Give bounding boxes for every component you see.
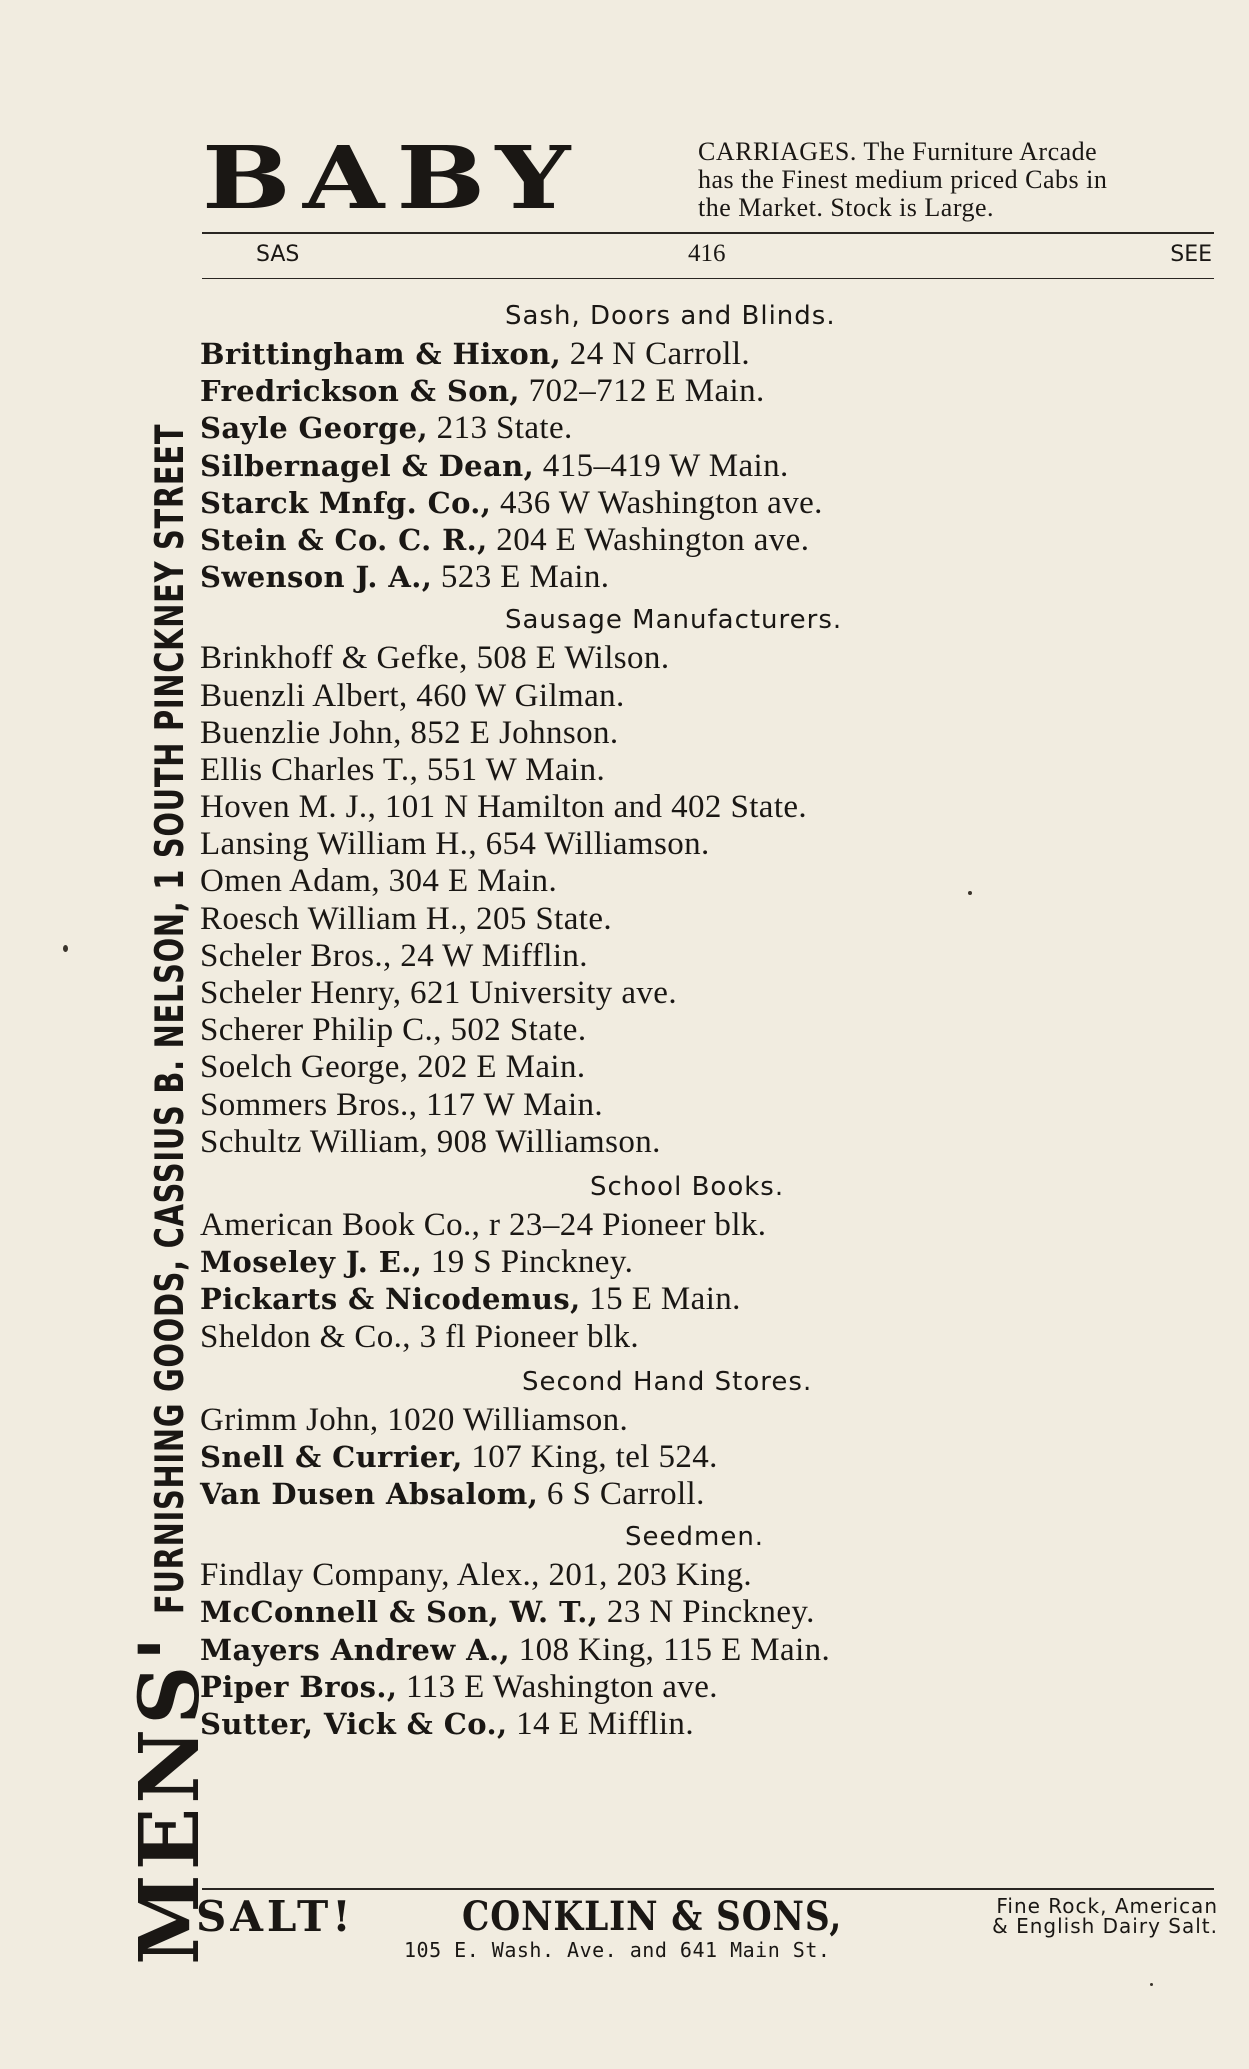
directory-entry <box>200 1402 1220 1439</box>
directory-entry <box>200 1207 1220 1244</box>
directory-section <box>200 296 1220 596</box>
section-heading: Sausage Manufacturers. <box>505 605 843 636</box>
business-address: 117 W Main. <box>417 1086 604 1123</box>
ink-speck <box>63 945 68 952</box>
business-address: 6 S Carroll. <box>538 1476 705 1513</box>
business-name: Ellis Charles T., <box>200 751 419 788</box>
business-name: Hoven M. J., <box>200 789 377 826</box>
directory-entry <box>200 448 1220 485</box>
ink-speck <box>968 891 972 895</box>
business-address: 101 N Hamilton and 402 State. <box>376 789 808 826</box>
directory-entry <box>200 901 1220 938</box>
business-address: 213 State. <box>428 410 573 447</box>
business-name: Buenzlie John, <box>200 714 402 751</box>
business-address: 304 E Main. <box>379 863 558 900</box>
business-address: 460 W Gilman. <box>407 677 625 714</box>
business-name: Lansing William H., <box>200 826 477 863</box>
directory-section <box>200 1167 1220 1356</box>
directory-entry <box>200 1281 1220 1318</box>
directory-entry <box>200 1049 1220 1086</box>
directory-entry <box>200 938 1220 975</box>
business-address: 508 E Wilson. <box>467 640 670 677</box>
directory-entry <box>200 975 1220 1012</box>
business-address: 204 E Washington ave. <box>487 521 810 558</box>
directory-entry <box>200 1319 1220 1356</box>
business-address: 24 W Mifflin. <box>391 937 588 974</box>
directory-entry <box>200 1669 1220 1706</box>
business-address: 551 W Main. <box>418 751 606 788</box>
business-address: 15 E Main. <box>580 1281 741 1318</box>
directory-entry <box>200 522 1220 559</box>
side-advertisement <box>122 125 218 1965</box>
business-address: 908 Williamson. <box>428 1123 661 1160</box>
business-address: 205 State. <box>467 900 613 937</box>
salt-type-line: Fine Rock, American <box>996 1894 1218 1918</box>
business-name: Roesch William H., <box>200 900 468 937</box>
business-address: 14 E Mifflin. <box>507 1706 694 1742</box>
business-name: Mayers Andrew A., <box>200 1632 511 1667</box>
business-address: 436 W Washington ave. <box>491 484 823 521</box>
business-address: 702–712 E Main. <box>519 373 765 410</box>
business-address: 654 Williamson. <box>476 826 710 863</box>
directory-entry <box>200 485 1220 522</box>
directory-entry <box>200 1632 1220 1669</box>
business-address: 415–419 W Main. <box>534 447 789 484</box>
business-name: Brittingham & Hixon, <box>200 337 562 371</box>
side-ad-big-word: MENS' <box>122 1632 218 1965</box>
page-number: 416 <box>688 240 726 267</box>
business-address: 502 State. <box>441 1012 587 1049</box>
business-address: 113 E Washington ave. <box>397 1668 718 1705</box>
business-name: American Book Co., <box>200 1206 481 1243</box>
salt-type-line: & English Dairy Salt. <box>992 1914 1218 1938</box>
directory-entry <box>200 1244 1220 1281</box>
directory-entry <box>200 336 1220 373</box>
directory-entry <box>200 640 1220 677</box>
directory-entry <box>200 1706 1220 1743</box>
directory-entry <box>200 559 1220 596</box>
baby-ad-line: the Market. Stock is Large. <box>698 193 995 222</box>
directory-entry <box>200 863 1220 900</box>
business-address: 202 E Main. <box>408 1049 586 1086</box>
business-name: Swenson J. A., <box>200 560 433 595</box>
business-address: 3 fl Pioneer blk. <box>410 1318 640 1355</box>
section-heading: Seedmen. <box>625 1522 765 1553</box>
section-heading: Second Hand Stores. <box>522 1366 813 1397</box>
directory-entry <box>200 1476 1220 1513</box>
side-ad-text: FURNISHING GOODS, CASSIUS B. NELSON, 1 SOUTH PINCKNEY STREET <box>147 424 193 1615</box>
advertiser-name: CONKLIN & SONS, <box>462 1893 843 1940</box>
business-name: Scherer Philip C., <box>200 1012 442 1049</box>
business-address: 108 King, 115 E Main. <box>510 1631 831 1668</box>
business-name: McConnell & Son, W. T., <box>200 1595 599 1630</box>
business-address: 201, 203 King. <box>539 1557 753 1594</box>
header-rule <box>202 232 1214 234</box>
directory-entry <box>200 1557 1220 1594</box>
business-name: Stein & Co. C. R., <box>200 522 488 557</box>
business-name: Grimm John, <box>200 1401 379 1438</box>
salt-word: SALT! <box>196 1892 355 1941</box>
business-name: Fredrickson & Son, <box>200 374 520 409</box>
section-heading: School Books. <box>590 1171 785 1202</box>
business-address: 523 E Main. <box>432 559 610 596</box>
business-address: 107 King, tel 524. <box>462 1438 718 1475</box>
business-name: Brinkhoff & Gefke, <box>200 640 468 677</box>
business-address: 23 N Pinckney. <box>598 1594 815 1631</box>
running-head-left: SAS <box>256 242 300 267</box>
business-name: Sommers Bros., <box>200 1086 418 1123</box>
directory-section <box>200 1362 1220 1514</box>
directory-entry <box>200 1594 1220 1631</box>
directory-entry <box>200 410 1220 447</box>
business-name: Snell & Currier, <box>200 1439 463 1474</box>
directory-entry <box>200 826 1220 863</box>
business-address: 19 S Pinckney. <box>422 1244 634 1281</box>
running-head <box>202 236 1214 274</box>
business-name: Omen Adam, <box>200 863 380 900</box>
header-advertisement <box>202 128 1214 229</box>
directory-entry <box>200 1439 1220 1476</box>
business-name: Schultz William, <box>200 1123 429 1160</box>
running-head-rule <box>202 278 1214 279</box>
baby-display-word: BABY <box>202 128 583 229</box>
directory-entry <box>200 1012 1220 1049</box>
business-name: Sutter, Vick & Co., <box>200 1707 508 1741</box>
business-name: Moseley J. E., <box>200 1245 423 1280</box>
business-name: Sayle George, <box>200 411 429 446</box>
ink-speck <box>1150 1983 1153 1986</box>
baby-ad-line: CARRIAGES. The Furniture Arcade <box>698 137 1098 166</box>
directory-entry <box>200 1124 1220 1161</box>
footer-rule <box>202 1888 1214 1890</box>
advertiser-address: 105 E. Wash. Ave. and 641 Main St. <box>404 1938 831 1962</box>
directory-entry <box>200 678 1220 715</box>
listing-content <box>200 296 1220 1743</box>
business-address: 852 E Johnson. <box>401 714 619 751</box>
baby-ad-line: has the Finest medium priced Cabs in <box>698 165 1108 194</box>
directory-entry <box>200 752 1220 789</box>
business-address: 621 University ave. <box>401 975 677 1011</box>
business-name: Soelch George, <box>200 1049 409 1086</box>
business-name: Starck Mnfg. Co., <box>200 485 492 520</box>
business-name: Van Dusen Absalom, <box>200 1477 539 1512</box>
business-address: 24 N Carroll. <box>561 336 751 372</box>
directory-entry <box>200 789 1220 826</box>
directory-entry <box>200 1087 1220 1124</box>
directory-entry <box>200 373 1220 410</box>
baby-ad-description <box>698 138 1223 222</box>
business-address: 1020 Williamson. <box>378 1401 629 1438</box>
salt-types <box>882 1896 1218 1936</box>
business-address: r 23–24 Pioneer blk. <box>480 1206 767 1243</box>
business-name: Scheler Bros., <box>200 937 392 974</box>
business-name: Buenzli Albert, <box>200 677 408 714</box>
business-name: Findlay Company, Alex., <box>200 1557 540 1594</box>
section-heading: Sash, Doors and Blinds. <box>505 301 836 331</box>
directory-section <box>200 1517 1220 1743</box>
directory-entry <box>200 715 1220 752</box>
footer-advertisement <box>196 1892 1216 1962</box>
business-name: Piper Bros., <box>200 1669 398 1704</box>
running-head-right: SEE <box>1170 242 1212 267</box>
business-name: Scheler Henry, <box>200 975 402 1011</box>
business-name: Sheldon & Co., <box>200 1318 411 1355</box>
business-name: Silbernagel & Dean, <box>200 448 535 483</box>
directory-section <box>200 600 1220 1161</box>
business-name: Pickarts & Nicodemus, <box>200 1282 581 1317</box>
